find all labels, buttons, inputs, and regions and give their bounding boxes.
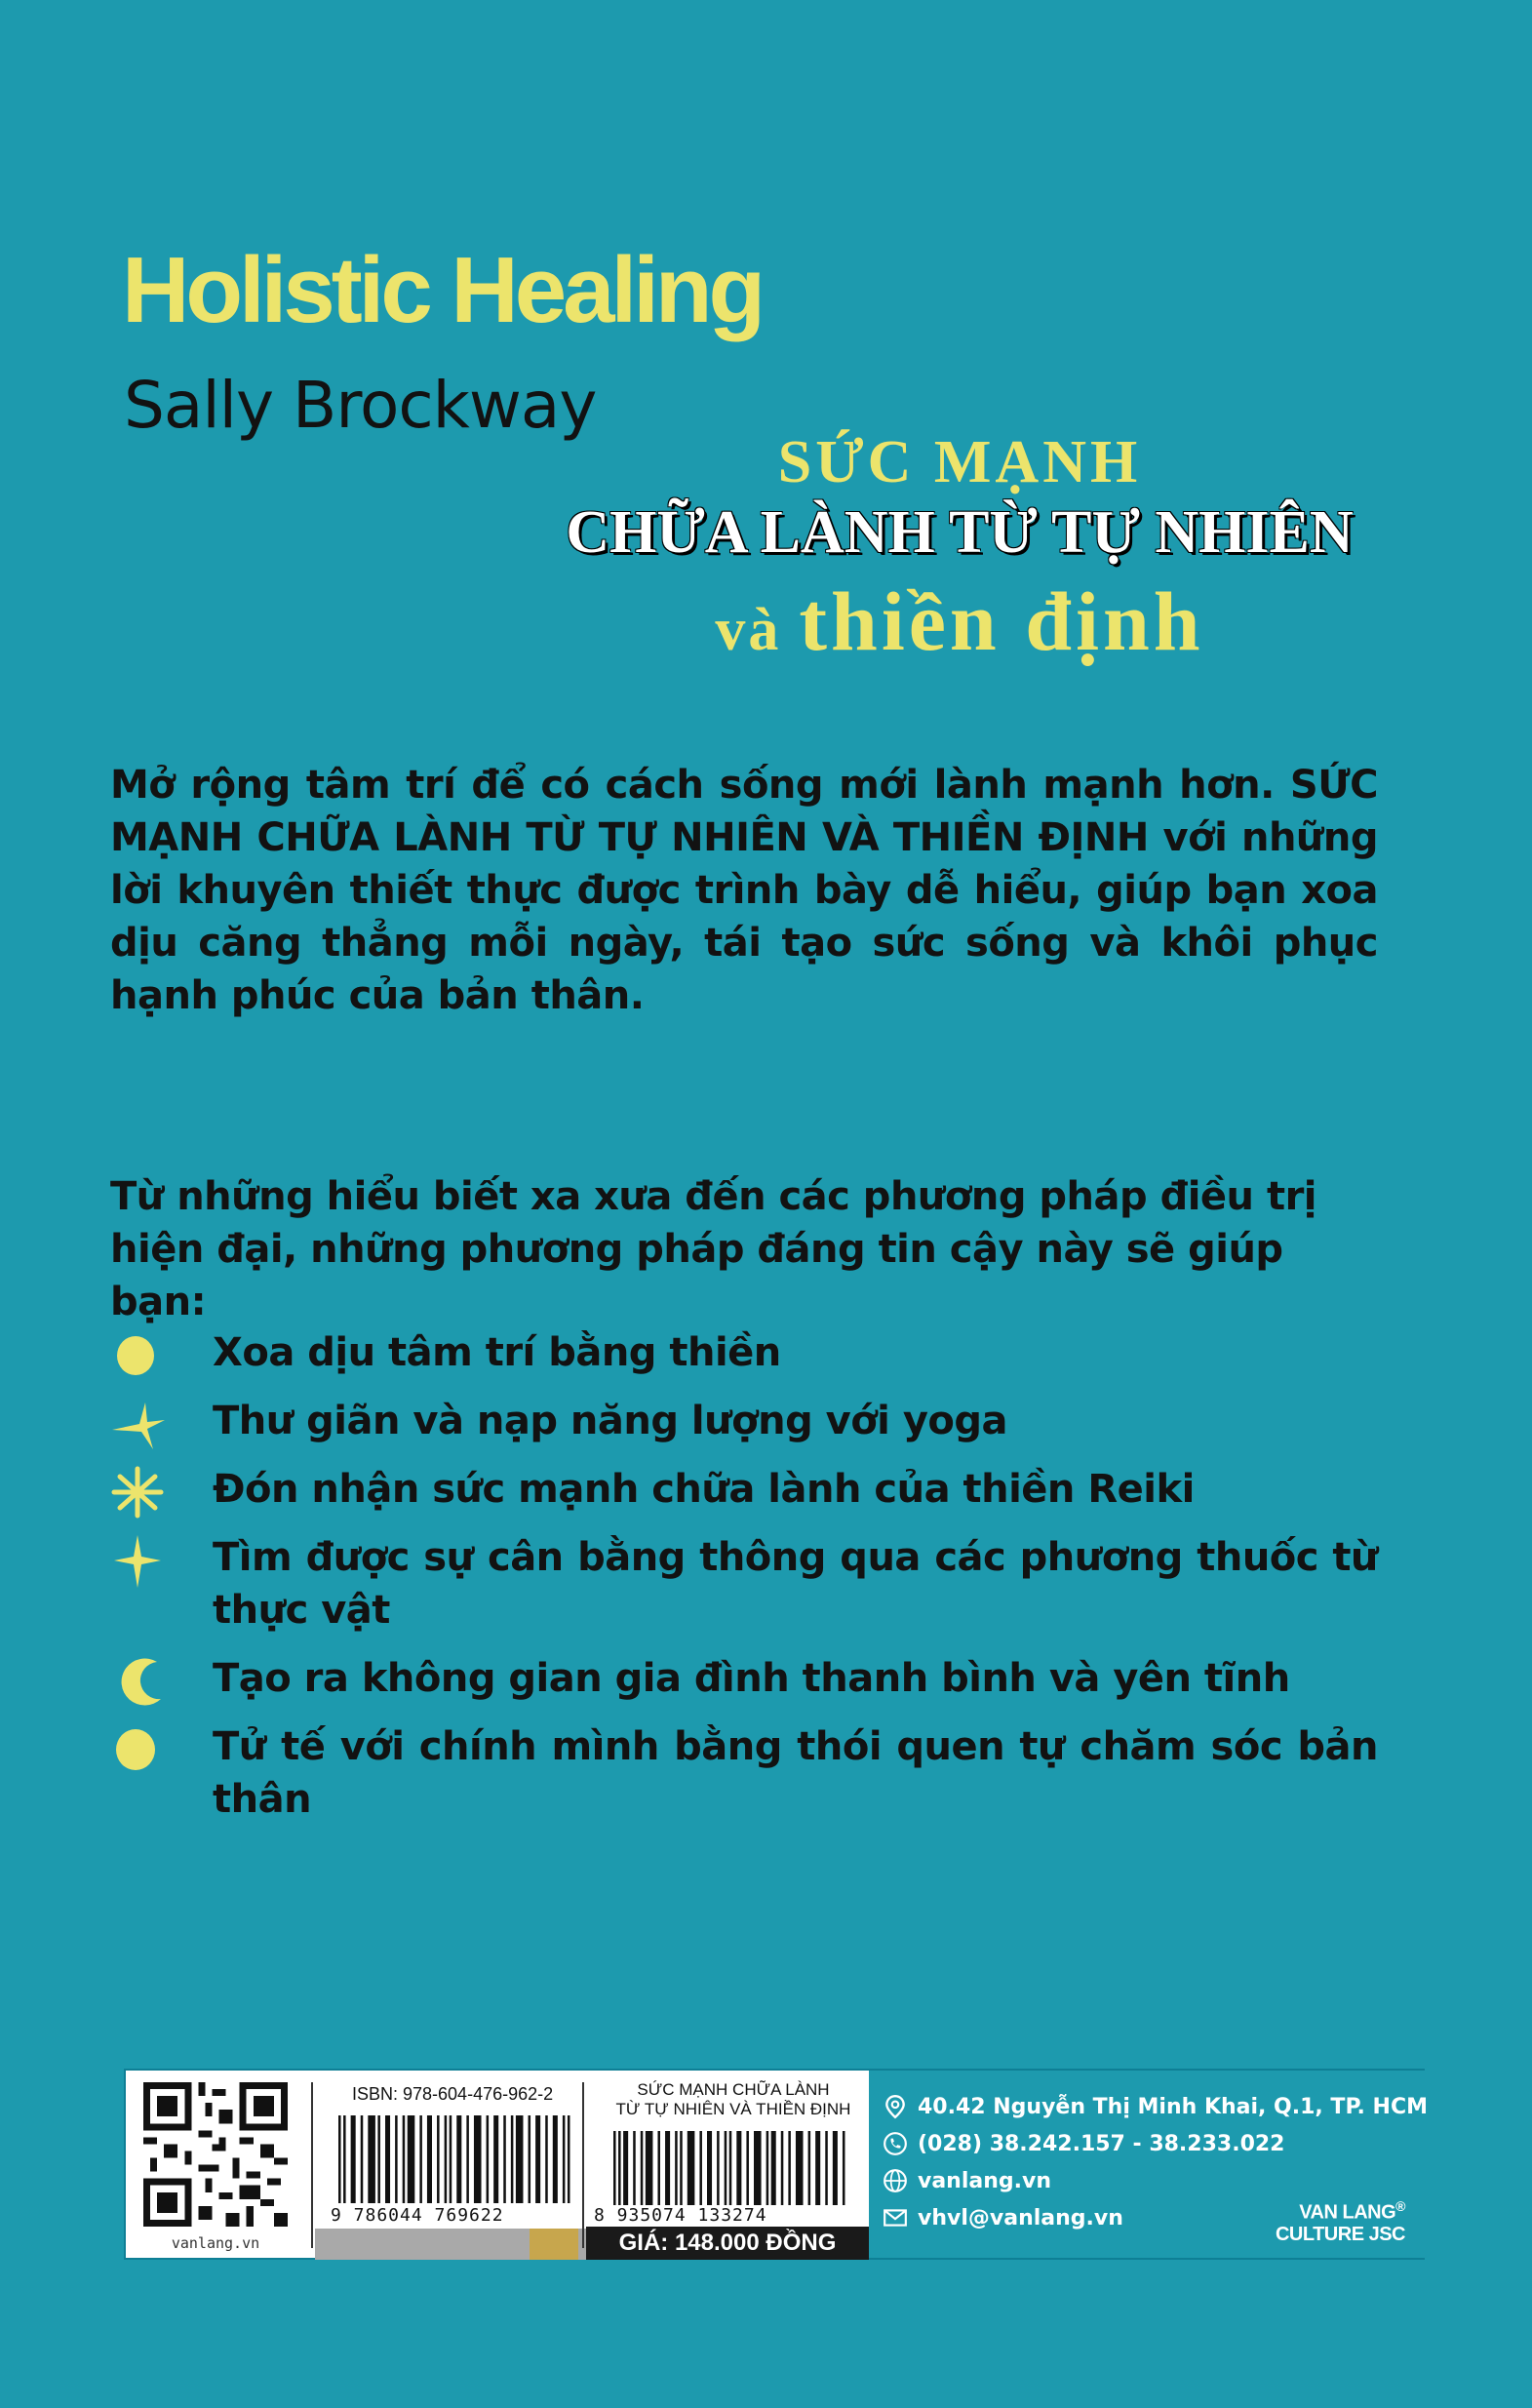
envelope-icon	[883, 2205, 908, 2230]
isbn-label: ISBN: 978-604-476-962-2	[352, 2084, 554, 2104]
list-item	[110, 1395, 1378, 1447]
qr-code[interactable]	[143, 2082, 288, 2227]
back-cover-footer	[124, 2069, 1428, 2260]
list-item-text: Thư giãn và nạp năng lượng với yoga	[213, 1399, 1007, 1443]
author-name: Sally Brockway	[124, 368, 597, 443]
list-item-text: Đón nhận sức mạnh chữa lành của thiền Reiki	[213, 1467, 1195, 1512]
divider	[311, 2082, 313, 2248]
benefit-list	[110, 1326, 1378, 1841]
email-link[interactable]: vhvl@vanlang.vn	[918, 2205, 1123, 2230]
divider	[582, 2082, 584, 2248]
vi-title-line2: CHỮA LÀNH TỪ TỰ NHIÊN	[566, 499, 1354, 567]
list-item-text: Xoa dịu tâm trí bằng thiền	[213, 1330, 781, 1375]
address-text: 40.42 Nguyễn Thị Minh Khai, Q.1, TP. HCM	[918, 2094, 1428, 2119]
isbn-barcode	[338, 2115, 572, 2203]
blurb-paragraph-2: Từ những hiểu biết xa xưa đến các phương pháp điều trị hiện đại, những phương pháp đáng tin cậy này sẽ giúp bạn:	[110, 1174, 1317, 1324]
website-row[interactable]	[883, 2168, 1051, 2193]
circle-icon	[110, 1328, 165, 1383]
website-link[interactable]: vanlang.vn	[918, 2168, 1052, 2193]
qr-caption: vanlang.vn	[171, 2234, 260, 2252]
blurb-paragraph-1: Mở rộng tâm trí để có cách sống mới lành mạnh hơn. SỨC MẠNH CHỮA LÀNH TỪ TỰ NHIÊN VÀ THIỀN ĐỊNH với những lời khuyên thiết thực được trình bày dễ hiểu, giúp bạn xoa dịu căng thẳng mỗi ngày, tái tạo sức sống và khôi phục hạnh phúc của bản thân.	[110, 763, 1378, 1018]
address-row	[883, 2094, 1428, 2119]
ean-barcode	[613, 2131, 847, 2205]
ean-book-title	[592, 2080, 875, 2119]
list-item-text: Tìm được sự cân bằng thông qua các phương thuốc từ thực vật	[213, 1535, 1378, 1633]
gold-strip	[530, 2229, 578, 2260]
isbn-digits: 9 786044 769622	[331, 2205, 504, 2226]
publisher-logo-line2: CULTURE JSC	[1275, 2223, 1405, 2245]
globe-icon	[883, 2168, 908, 2193]
price-tag: GIÁ: 148.000 ĐỒNG	[586, 2227, 869, 2260]
email-row[interactable]	[883, 2205, 1123, 2230]
list-item	[110, 1463, 1378, 1516]
shooting-star-icon	[110, 1397, 165, 1451]
list-item-text: Tạo ra không gian gia đình thanh bình và yên tĩnh	[213, 1656, 1290, 1701]
vi-title-line3: thiền định	[799, 573, 1204, 668]
publisher-logo-line1: VAN LANG®	[1299, 2198, 1405, 2224]
list-item	[110, 1531, 1378, 1637]
circle-icon	[110, 1722, 165, 1777]
registered-mark: ®	[1395, 2198, 1405, 2214]
vietnamese-title	[521, 429, 1398, 672]
list-item-text: Tử tế với chính mình bằng thói quen tự chăm sóc bản thân	[213, 1724, 1378, 1822]
list-item	[110, 1652, 1378, 1705]
phone-text: (028) 38.242.157 - 38.233.022	[918, 2131, 1285, 2156]
publisher-contact	[869, 2071, 1428, 2258]
phone-row	[883, 2131, 1285, 2156]
crescent-moon-icon	[110, 1654, 165, 1709]
location-pin-icon	[883, 2094, 908, 2119]
vi-title-line1: SỨC MẠNH	[777, 429, 1142, 495]
vi-title-va: và	[715, 596, 782, 663]
publisher-logo	[1276, 2195, 1405, 2245]
sparkle-icon	[110, 1465, 165, 1520]
ean-title-line1: SỨC MẠNH CHỮA LÀNH	[637, 2080, 830, 2099]
four-point-star-icon	[110, 1533, 165, 1588]
ean-title-line2: TỪ TỰ NHIÊN VÀ THIỀN ĐỊNH	[615, 2100, 851, 2118]
phone-icon	[883, 2131, 908, 2156]
list-item	[110, 1326, 1378, 1379]
ean-digits: 8 935074 133274	[594, 2205, 767, 2226]
english-title: Holistic Healing	[122, 238, 763, 342]
vi-title-line3-group	[521, 572, 1398, 672]
list-item	[110, 1720, 1378, 1826]
